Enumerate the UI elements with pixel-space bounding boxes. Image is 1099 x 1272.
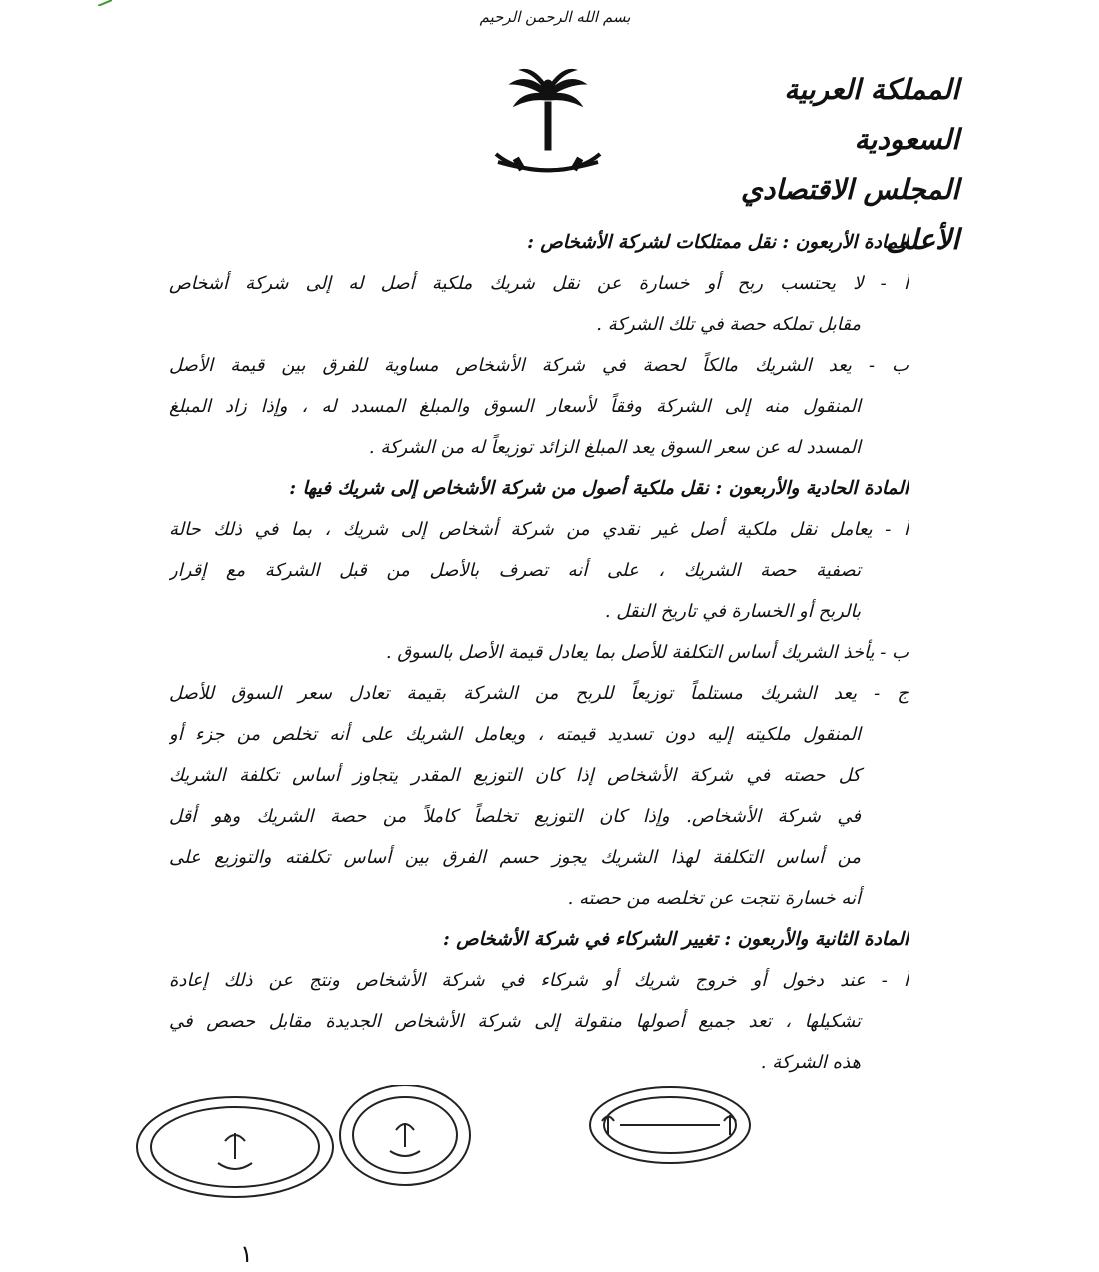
paragraph-line: تشكيلها ، تعد جميع أصولها منقولة إلى شركة الأشخاص الجديدة مقابل حصص في <box>169 1011 861 1032</box>
paragraph-line: كل حصته في شركة الأشخاص إذا كان التوزيع المقدر يتجاوز أساس تكلفة الشريك <box>169 765 861 786</box>
stamp-true-copy-icon <box>590 1087 750 1163</box>
article-heading: المادة الحادية والأربعون : نقل ملكية أصول من شركة الأشخاص إلى شريك فيها : <box>289 478 909 499</box>
official-stamps <box>130 1085 790 1205</box>
paragraph-line: ب - يأخذ الشريك أساس التكلفة للأصل بما يعادل قيمة الأصل بالسوق . <box>385 642 909 663</box>
paragraph-line: المنقول ملكيته إليه دون تسديد قيمته ، ويعامل الشريك على أنه تخلص من جزء أو <box>169 724 861 745</box>
paragraph-line: هذه الشركة . <box>760 1052 861 1073</box>
paragraph-line: المنقول منه إلى الشركة وفقاً لأسعار السوق والمبلغ المسدد له ، وإذا زاد المبلغ <box>169 396 861 417</box>
paragraph-line: من أساس التكلفة لهذا الشريك يجوز حسم الفرق بين أساس تكلفته والتوزيع على <box>169 847 861 868</box>
saudi-emblem-icon <box>488 62 608 187</box>
stamp-council-of-ministers-icon <box>340 1085 470 1185</box>
paragraph-line: أنه خسارة نتجت عن تخلصه من حصته . <box>567 888 861 909</box>
paragraph-line: أ - عند دخول أو خروج شريك أو شركاء في شركة الأشخاص ونتج عن ذلك إعادة <box>169 970 909 991</box>
corner-mark <box>98 0 112 6</box>
paragraph-line: في شركة الأشخاص. وإذا كان التوزيع تخلصاً كاملاً من حصة الشريك وهو أقل <box>169 806 861 827</box>
paragraph-line: مقابل تملكه حصة في تلك الشركة . <box>596 314 861 335</box>
paragraph-line: ب - يعد الشريك مالكاً لحصة في شركة الأشخاص مساوية للفرق بين قيمة الأصل <box>169 355 909 376</box>
kingdom-name: المملكة العربية السعودية <box>784 73 959 156</box>
paragraph-line: تصفية حصة الشريك ، على أنه تصرف بالأصل من قبل الشركة مع إقرار <box>169 560 861 581</box>
article-heading: المادة الثانية والأربعون : تغيير الشركاء في شركة الأشخاص : <box>443 929 909 950</box>
basmala: بسم الله الرحمن الرحيم <box>479 8 631 26</box>
paragraph-line: بالربح أو الخسارة في تاريخ النقل . <box>604 601 861 622</box>
page-number: ١ <box>240 1240 253 1268</box>
paragraph-line: أ - لا يحتسب ربح أو خسارة عن نقل شريك ملكية أصل له إلى شركة أشخاص <box>169 273 909 294</box>
stamp-economic-council-icon <box>137 1097 333 1197</box>
document-body <box>169 222 909 1083</box>
article-heading: المادة الأربعون : نقل ممتلكات لشركة الأشخاص : <box>527 232 909 253</box>
paragraph-line: المسدد له عن سعر السوق يعد المبلغ الزائد توزيعاً له من الشركة . <box>368 437 861 458</box>
paragraph-line: ج - يعد الشريك مستلماً توزيعاً للربح من الشركة بقيمة تعادل سعر السوق للأصل <box>169 683 909 704</box>
paragraph-line: أ - يعامل نقل ملكية أصل غير نقدي من شركة أشخاص إلى شريك ، بما في ذلك حالة <box>169 519 909 540</box>
council-name: المجلس الاقتصادي الأعلى <box>740 173 959 256</box>
